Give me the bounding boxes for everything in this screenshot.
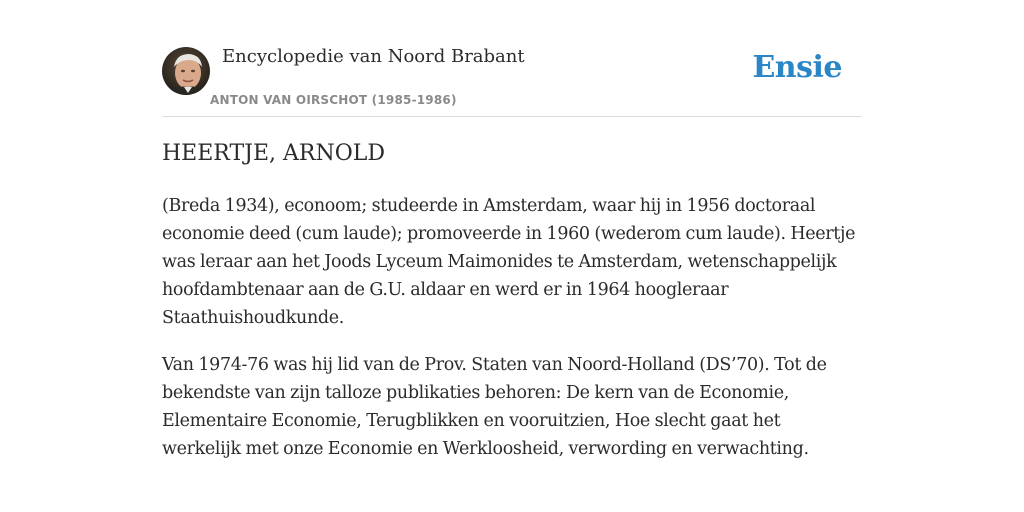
ensie-logo[interactable]: Ensie [752,50,842,85]
page [162,0,862,512]
header [162,0,862,117]
author-portrait-icon[interactable] [162,47,210,95]
entry-paragraph: Van 1974-76 was hij lid van de Prov. Staten van Noord-Holland (DS’70). Tot de bekendste van zijn talloze publikaties behoren: De kern van de Economie, Elementaire Economie, Terugblikken en vooruitzien, Hoe slecht gaat het werkelijk met onze Economie en Werkloosheid, verwording en verwachting. [162,355,827,459]
entry-paragraph: (Breda 1934), econoom; studeerde in Amsterdam, waar hij in 1956 doctoraal economie deed (cum laude); promoveerde in 1960 (wederom cum laude). Heertje was leraar aan het Joods Lyceum Maimonides te Amsterdam, wetenschappelijk hoofdambtenaar aan de G.U. aldaar en werd er in 1964 hoogleraar Staathuishoudkunde. [162,196,856,328]
site-title[interactable]: Encyclopedie van Noord Brabant [222,46,525,67]
author-credit: ANTON VAN OIRSCHOT (1985-1986) [210,93,457,107]
entry-title: HEERTJE, ARNOLD [162,141,386,166]
entry-body [162,192,862,482]
